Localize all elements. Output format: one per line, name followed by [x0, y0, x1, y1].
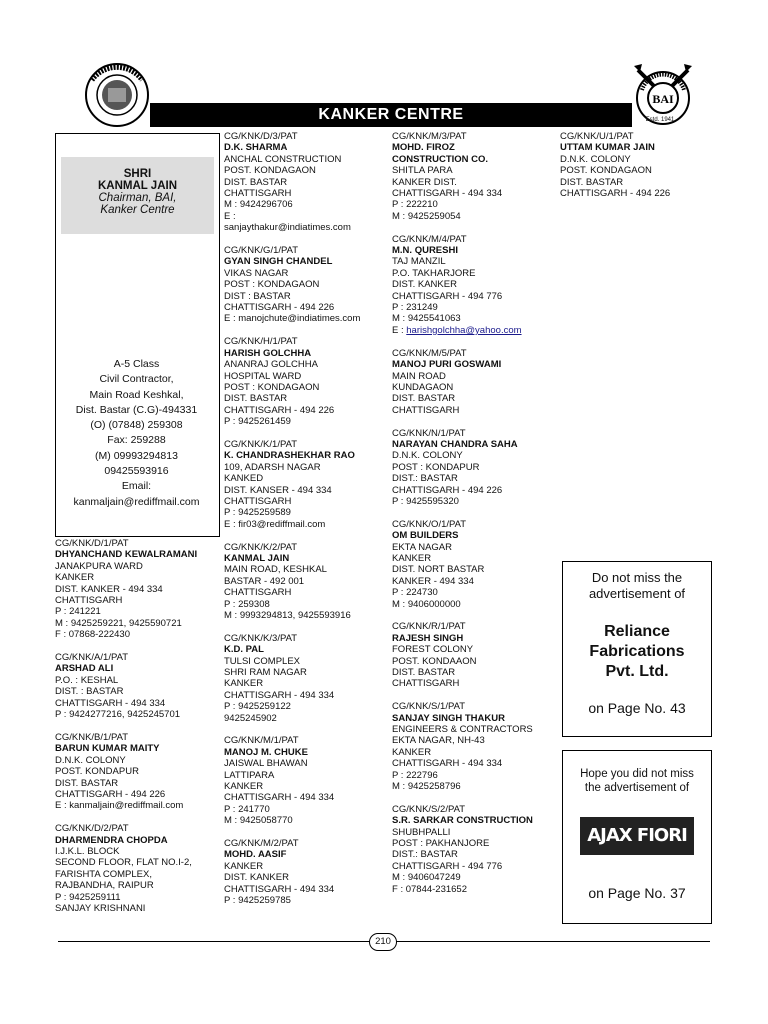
member-code: CG/KNK/H/1/PAT	[224, 336, 298, 348]
chairman-honorific: SHRI	[123, 168, 152, 180]
directory-entry	[55, 652, 197, 720]
member-detail-line: ANANRAJ GOLCHHA	[224, 359, 318, 371]
member-name: DHYANCHAND KEWALRAMANI	[55, 549, 198, 561]
member-name: ARSHAD ALI	[55, 663, 114, 675]
ad-text: Do not miss the	[591, 570, 683, 585]
member-detail-line: CHATTISGARH - 494 334	[392, 758, 503, 770]
member-detail-line: M : 9425258796	[392, 781, 461, 793]
member-detail-line: DIST. KANKER	[392, 279, 457, 291]
directory-entry	[224, 131, 360, 234]
member-detail-line: P : 259308	[224, 598, 270, 610]
construction-industry-logo	[82, 60, 152, 130]
member-detail-line: P.O. : KESHAL	[55, 674, 119, 686]
member-detail-line: EKTA NAGAR	[392, 541, 453, 553]
directory-entry	[55, 823, 197, 914]
address-line: Main Road Keshkal,	[89, 388, 184, 401]
member-name: BARUN KUMAR MAITY	[55, 743, 160, 755]
ajax-fiori-logo: AJAX FIORI	[580, 817, 694, 855]
member-code: CG/KNK/U/1/PAT	[560, 131, 634, 142]
member-detail-line: P : 224730	[392, 587, 438, 599]
directory-entry	[55, 538, 197, 641]
member-detail-line: M : 9993294813, 9425593916	[224, 610, 351, 621]
member-detail-line: M : 9425058770	[224, 815, 293, 827]
member-code: CG/KNK/D/1/PAT	[55, 538, 129, 549]
member-detail-line: BASTAR - 492 001	[224, 575, 305, 587]
member-detail-line: D.N.K. COLONY	[560, 153, 631, 165]
address-line: (O) (07848) 259308	[90, 419, 183, 432]
member-detail-line: P : 9424277216, 9425245701	[55, 709, 181, 721]
member-detail-line: KANKER	[224, 781, 264, 793]
ad-page-ref: on Page No. 37	[588, 885, 686, 901]
member-detail-line: DIST. BASTAR	[55, 777, 119, 789]
address-line: Civil Contractor,	[99, 373, 174, 386]
directory-column-2	[224, 131, 360, 918]
member-detail-line: KANKER	[224, 678, 264, 690]
member-detail-line: SHITLA PARA	[392, 165, 453, 177]
ad-company: Fabrications	[589, 643, 685, 660]
member-detail-line: F : 07868-222430	[55, 629, 131, 641]
member-code: CG/KNK/G/1/PAT	[224, 245, 299, 257]
member-detail-line: E :	[224, 210, 236, 222]
member-detail-line: POST : KONDAPUR	[392, 461, 480, 473]
member-detail-line: DIST. BASTAR	[392, 667, 456, 679]
member-name: K.D. PAL	[224, 644, 264, 656]
est-label: Estd. 1941	[645, 117, 675, 123]
member-detail-line: DIST. NORT BASTAR	[392, 564, 485, 576]
member-code: CG/KNK/S/1/PAT	[392, 701, 466, 713]
member-email-line	[392, 325, 533, 336]
member-code: CG/KNK/M/3/PAT	[392, 131, 467, 142]
member-detail-line: ENGINEERS & CONTRACTORS	[392, 724, 533, 736]
member-detail-line: 9425245902	[224, 712, 277, 724]
member-code: CG/KNK/M/5/PAT	[392, 347, 467, 359]
member-detail-line: CHATTISGARH	[55, 595, 123, 607]
member-detail-line: DIST.: BASTAR	[392, 849, 458, 861]
directory-entry	[560, 131, 670, 199]
address-line: 09425593916	[104, 465, 169, 478]
member-detail-line: SHRI RAM NAGAR	[224, 667, 307, 679]
member-detail-line: P : 222796	[392, 769, 438, 781]
member-email[interactable]: sanjaythakur@indiatimes.com	[224, 222, 351, 234]
member-name: KANMAL JAIN	[224, 552, 290, 564]
page-number: 210	[369, 933, 397, 951]
directory-entry	[392, 131, 533, 222]
member-detail-line: CHATTISGARH - 494 226	[560, 188, 671, 200]
member-detail-line: P : 241221	[55, 606, 101, 618]
member-detail-line: CHATTISGARH	[392, 678, 460, 690]
chairman-name-panel	[61, 157, 214, 234]
directory-column-4	[560, 131, 670, 211]
directory-entry	[224, 633, 360, 724]
member-detail-line: P : 9425259589	[224, 507, 291, 519]
reliance-ad-box	[562, 561, 712, 737]
member-name: S.R. SARKAR CONSTRUCTION	[392, 815, 533, 827]
member-detail-line: CHATTISGARH - 494 334	[392, 188, 503, 200]
member-code: CG/KNK/M/2/PAT	[224, 838, 299, 850]
member-email[interactable]: E : kanmaljain@rediffmail.com	[55, 800, 184, 812]
member-detail-line: CHATTISGARH - 494 334	[224, 792, 335, 804]
member-code: CG/KNK/D/2/PAT	[55, 823, 129, 835]
ad-company: Pvt. Ltd.	[605, 663, 669, 680]
ad-text: advertisement of	[588, 586, 686, 601]
member-detail-line: CHATTISGARH	[392, 404, 460, 416]
member-detail-line: TAJ MANZIL	[392, 256, 446, 268]
ad-company: Reliance	[604, 623, 670, 640]
directory-entry	[392, 348, 533, 416]
member-detail-line: POST : KONDAGAON	[224, 279, 320, 291]
member-code: CG/KNK/B/1/PAT	[55, 731, 129, 743]
directory-entry	[392, 701, 533, 792]
member-detail-line: POST. KONDAGAON	[224, 165, 316, 177]
member-detail-line: POST : PAKHANJORE	[392, 838, 490, 850]
member-name: K. CHANDRASHEKHAR RAO	[224, 450, 355, 462]
directory-entry	[224, 439, 360, 530]
directory-entry	[55, 732, 197, 812]
member-detail-line: SECOND FLOOR, FLAT NO.I-2,	[55, 857, 192, 869]
member-detail-line: KANKER	[55, 572, 95, 584]
member-detail-line: F : 07844-231652	[392, 883, 468, 895]
directory-entry	[224, 542, 360, 622]
chairman-email[interactable]: kanmaljain@rediffmail.com	[73, 495, 200, 508]
ad-text: the advertisement of	[584, 782, 690, 794]
member-detail-line: FOREST COLONY	[392, 644, 474, 656]
member-detail-line: P : 241770	[224, 803, 270, 815]
member-detail-line: KANKER DIST.	[392, 176, 457, 188]
member-detail-line: P : 9425259785	[224, 895, 291, 907]
member-detail-line: P : 9425261459	[224, 416, 291, 428]
member-code: CG/KNK/S/2/PAT	[392, 803, 466, 815]
member-name: UTTAM KUMAR JAIN	[560, 142, 655, 154]
member-detail-line: CHATTISGARH - 494 334	[224, 883, 335, 895]
member-detail-line: KANKER - 494 334	[392, 575, 474, 587]
member-detail-line: ANCHAL CONSTRUCTION	[224, 153, 342, 165]
member-name: CONSTRUCTION CO.	[392, 153, 489, 165]
member-detail-line: P.O. TAKHARJORE	[392, 267, 476, 279]
member-detail-line: DIST : BASTAR	[224, 290, 291, 302]
ad-text: Hope you did not miss	[580, 768, 694, 780]
directory-column-3	[392, 131, 533, 907]
member-detail-line: DIST. KANKER	[224, 872, 289, 884]
member-name: D.K. SHARMA	[224, 142, 288, 154]
member-name: MOHD. AASIF	[224, 849, 287, 861]
address-line: Fax: 259288	[107, 434, 166, 447]
directory-entry	[224, 245, 360, 325]
member-code: CG/KNK/K/2/PAT	[224, 541, 298, 553]
email-prefix: E :	[392, 324, 407, 336]
member-detail-line: CHATTISGARH	[224, 188, 292, 200]
member-detail-line: DIST. BASTAR	[224, 176, 288, 188]
member-code: CG/KNK/N/1/PAT	[392, 427, 466, 439]
member-detail-line: M : 9406000000	[392, 598, 461, 610]
member-detail-line: POST. KONDAAON	[392, 655, 477, 667]
ajax-ad-box	[562, 750, 712, 924]
member-detail-line: P : 9425259111	[55, 891, 121, 903]
member-detail-line: FARISHTA COMPLEX,	[55, 868, 152, 880]
member-detail-line: POST. KONDAGAON	[560, 165, 652, 177]
member-code: CG/KNK/K/1/PAT	[224, 438, 298, 450]
member-detail-line: KANKER	[224, 860, 264, 872]
member-name: DHARMENDRA CHOPDA	[55, 834, 168, 846]
member-detail-line: CHATTISGARH - 494 334	[55, 697, 166, 709]
member-name: MANOJ M. CHUKE	[224, 746, 308, 758]
member-detail-line: RAJBANDHA, RAIPUR	[55, 880, 154, 892]
member-name: GYAN SINGH CHANDEL	[224, 256, 333, 268]
member-detail-line: EKTA NAGAR, NH-43	[392, 735, 485, 747]
member-detail-line: M : 9425541063	[392, 313, 461, 325]
member-detail-line: M : 9425259221, 9425590721	[55, 617, 182, 629]
member-detail-line: D.N.K. COLONY	[392, 450, 463, 462]
member-detail-line: JAISWAL BHAWAN	[224, 758, 308, 770]
directory-entry	[392, 519, 533, 610]
member-detail-line: CHATTISGARH - 494 226	[224, 302, 335, 314]
member-email-link[interactable]: harishgolchha@yahoo.com	[406, 324, 522, 336]
member-detail-line: CHATTISGARH	[224, 587, 292, 599]
member-detail-line: P : 222210	[392, 199, 438, 211]
member-detail-line: CHATTISGARH - 494 776	[392, 860, 503, 872]
member-code: CG/KNK/A/1/PAT	[55, 652, 129, 664]
member-code: CG/KNK/D/3/PAT	[224, 131, 298, 142]
member-detail-line: DIST. BASTAR	[392, 393, 456, 405]
member-detail-line: DIST. : BASTAR	[55, 686, 124, 698]
member-code: CG/KNK/K/3/PAT	[224, 632, 298, 644]
member-detail-line: CHATTISGARH - 494 226	[55, 788, 166, 800]
member-detail-line: DIST. KANSER - 494 334	[224, 484, 332, 496]
member-detail-line: CHATTISGARH	[224, 495, 292, 507]
directory-entry	[224, 735, 360, 826]
member-code: CG/KNK/R/1/PAT	[392, 621, 466, 633]
member-detail-line: M : 9425259054	[392, 210, 461, 222]
address-line: (M) 09993294813	[95, 449, 178, 462]
member-detail-line: DIST. BASTAR	[224, 393, 288, 405]
member-detail-line: MAIN ROAD	[392, 370, 446, 382]
directory-entry	[392, 804, 533, 895]
member-detail-line: CHATTISGARH - 494 226	[224, 404, 335, 416]
member-detail-line: POST. KONDAPUR	[55, 766, 139, 778]
member-code: CG/KNK/M/1/PAT	[224, 735, 299, 747]
directory-entry	[392, 428, 533, 508]
member-detail-line: KANKER	[392, 746, 432, 758]
member-detail-line: KUNDAGAON	[392, 381, 454, 393]
member-detail-line: LATTIPARA	[224, 769, 275, 781]
directory-entry	[392, 621, 533, 689]
ad-page-ref: on Page No. 43	[588, 700, 686, 716]
member-name: MANOJ PURI GOSWAMI	[392, 359, 502, 371]
member-detail-line: JANAKPURA WARD	[55, 560, 143, 572]
chairman-centre: Kanker Centre	[100, 204, 175, 216]
member-detail-line: CHATTISGARH - 494 226	[392, 484, 503, 496]
member-name: MOHD. FIROZ	[392, 142, 455, 154]
chairman-address	[55, 357, 218, 510]
member-detail-line: SHUBHPALLI	[392, 826, 451, 838]
member-detail-line: P : 9425595320	[392, 495, 459, 507]
address-line: Dist. Bastar (C.G)-494331	[75, 403, 198, 416]
member-detail-line: M : 9406047249	[392, 872, 461, 884]
member-detail-line: P : 231249	[392, 302, 438, 314]
member-detail-line: KANKER	[392, 552, 432, 564]
member-code: CG/KNK/M/4/PAT	[392, 233, 467, 245]
member-name: OM BUILDERS	[392, 530, 459, 542]
address-line: Email:	[121, 480, 152, 493]
member-detail-line: I.J.K.L. BLOCK	[55, 845, 120, 857]
member-detail-line: DIST.: BASTAR	[392, 473, 458, 485]
member-detail-line: MAIN ROAD, KESHKAL	[224, 564, 327, 576]
page-title: KANKER CENTRE	[318, 106, 464, 123]
member-email[interactable]: E : fir03@rediffmail.com	[224, 518, 326, 530]
directory-entry	[392, 234, 533, 337]
member-detail-line: M : 9424296706	[224, 199, 293, 211]
member-name: M.N. QURESHI	[392, 245, 458, 257]
address-line: A-5 Class	[113, 358, 160, 370]
member-detail-line: SANJAY KRISHNANI	[55, 902, 146, 914]
member-detail-line: DIST. KANKER - 494 334	[55, 583, 163, 595]
chairman-name: KANMAL JAIN	[97, 180, 177, 192]
svg-text:BAI: BAI	[652, 92, 674, 106]
member-detail-line: KANKED	[224, 473, 264, 485]
member-detail-line: POST : KONDAGAON	[224, 381, 320, 393]
directory-column-1	[55, 538, 197, 926]
member-detail-line: 109, ADARSH NAGAR	[224, 461, 321, 473]
member-name: SANJAY SINGH THAKUR	[392, 712, 505, 724]
member-name: NARAYAN CHANDRA SAHA	[392, 438, 518, 450]
member-email[interactable]: E : manojchute@indiatimes.com	[224, 313, 361, 325]
member-detail-line: CHATTISGARH - 494 776	[392, 290, 503, 302]
chairman-role: Chairman, BAI,	[98, 192, 177, 204]
member-name: RAJESH SINGH	[392, 632, 464, 644]
member-detail-line: VIKAS NAGAR	[224, 267, 289, 279]
directory-entry	[224, 838, 360, 906]
member-detail-line: TULSI COMPLEX	[224, 655, 301, 667]
member-detail-line: D.N.K. COLONY	[55, 754, 126, 766]
member-detail-line: HOSPITAL WARD	[224, 370, 302, 382]
member-detail-line: P : 9425259122	[224, 701, 291, 713]
member-detail-line: DIST. BASTAR	[560, 176, 624, 188]
member-detail-line: CHATTISGARH - 494 334	[224, 689, 335, 701]
member-code: CG/KNK/O/1/PAT	[392, 518, 467, 530]
member-name: HARISH GOLCHHA	[224, 347, 312, 359]
directory-entry	[224, 336, 360, 427]
